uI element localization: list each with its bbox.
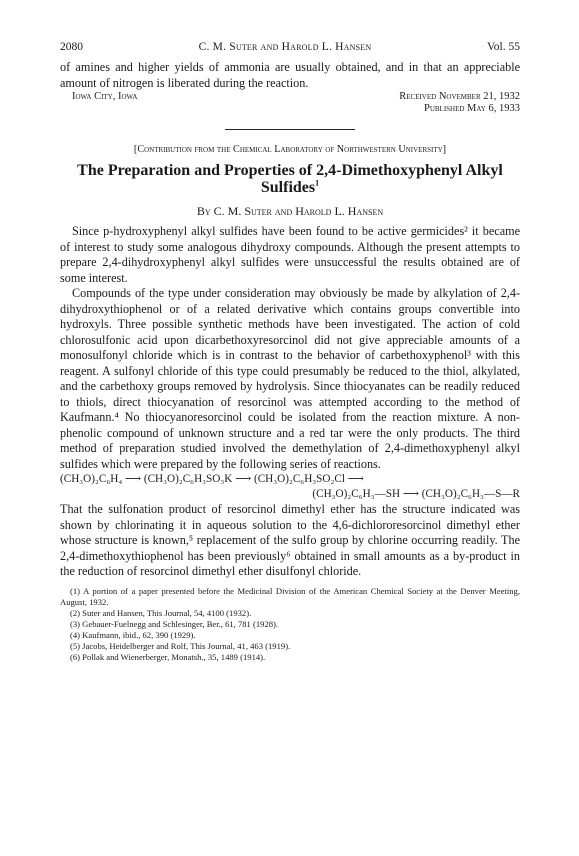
contribution-line: [Contribution from the Chemical Laboratory of Northwestern University]	[133, 144, 447, 155]
title-footnote-ref: 1	[315, 178, 320, 188]
running-head-authors: C. M. Suter and Harold L. Hansen	[198, 41, 372, 53]
received-block	[60, 91, 520, 117]
footnotes	[60, 586, 520, 663]
published-date: Published May 6, 1933	[423, 103, 520, 114]
footnote-item: (3) Gebauer-Fuelnegg and Schlesinger, Ber., 61, 781 (1928).	[70, 618, 279, 629]
paragraph-3: That the sulfonation product of resorcinol dimethyl ether has the structure indicated was shown by chlorinating it in aqueous solution to the 4,6-dichlororesorcinol dimethyl ether whose structure is known,⁵ replacement of the sulfo group by chlorine occurring readily. The 2,4-dimethoxythiophenol has been previously⁶ obtained in small amounts as a by-product in the reduction of resorcinol dimethyl ether disulfonyl chloride.	[60, 502, 520, 578]
article-title-text: The Preparation and Properties of 2,4-Dimethoxyphenyl Alkyl Sulfides	[77, 162, 503, 196]
byline: By C. M. Suter and Harold L. Hansen	[196, 204, 384, 218]
paragraph-1: Since p-hydroxyphenyl alkyl sulfides have been found to be active germicides² it became of interest to study some analogous dihydroxy compounds. Although the present attempts to prepare 2,4-dihydroxyphenyl alkyl sulfides were unsuccessful the results obtained are of some interest.	[60, 224, 520, 285]
reaction-equation-line-1: (CH₃O)₂C₆H₄ ⟶ (CH₃O)₂C₆H₃SO₃K ⟶ (CH₃O)₂C₆H₃SO₂Cl ⟶	[60, 473, 364, 485]
footnote-item: (2) Suter and Hansen, This Journal, 54, 4100 (1932).	[70, 607, 252, 618]
section-divider	[225, 129, 355, 130]
page-number: 2080	[60, 41, 83, 53]
article-title	[60, 162, 520, 196]
footnote-item: (5) Jacobs, Heidelberger and Rolf, This Journal, 41, 463 (1919).	[70, 640, 291, 651]
reaction-equation-line-2: (CH₃O)₂C₆H₃—SH ⟶ (CH₃O)₂C₆H₃—S—R	[312, 488, 520, 500]
previous-article-closing-text: of amines and higher yields of ammonia are usually obtained, and in that an appreciable amount of nitrogen is liberated during the reaction.	[60, 60, 520, 90]
running-head	[60, 40, 520, 58]
footnote-item: (4) Kaufmann, ibid., 62, 390 (1929).	[70, 629, 196, 640]
footnote-item: (1) A portion of a paper presented before the Medicinal Division of the American Chemical Society at the Denver Meeting, August, 1932.	[60, 585, 520, 607]
received-date: Received November 21, 1932	[399, 91, 520, 102]
paragraph-2: Compounds of the type under consideration may obviously be made by alkylation of 2,4-dihydroxythiophenol or of a related derivative which contains groups convertible into hydroxyls. Three possible synthetic methods have been investigated. The action of cold chlorosulfonic acid upon dicarbethoxyresorcinol did not give appreciable amounts of a monosulfonyl chloride which is in contrast to the behavior of carbethoxyphenol³ with this reagent. A sulfonyl chloride of this type could presumably be reduced to the thiol, alkylated, and the carbethoxy groups removed by hydrolysis. Since thiocyanates can be readily reduced to thiols, direct thiocyanation of resorcinol was attempted according to the method of Kaufmann.⁴ No thiocyanoresorcinol could be isolated from the reaction mixture. A non-phenolic compound of unknown structure and a red tar were the only products. The third method of preparation studied involved the demethylation of 2,4-dimethoxyphenyl alkyl sulfides which were prepared by the following series of reactions.	[60, 286, 520, 471]
location-label: Iowa City, Iowa	[72, 91, 138, 102]
journal-page	[60, 40, 520, 663]
footnote-item: (6) Pollak and Wienerberger, Monatsh., 35, 1489 (1914).	[70, 651, 266, 662]
volume-label: Vol. 55	[486, 41, 520, 53]
